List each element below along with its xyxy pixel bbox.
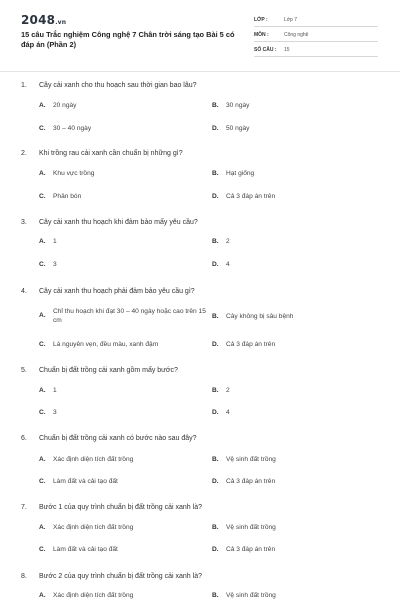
option-text: Cả 3 đáp án trên	[226, 546, 276, 553]
question-number: 8.	[21, 573, 27, 580]
question-text: Khi trồng rau cải xanh cần chuẩn bị những gì?	[39, 150, 183, 157]
option-text: 30 ngày	[226, 102, 250, 109]
option-letter: C.	[39, 193, 46, 200]
option-text: Chỉ thu hoạch khi đạt 30 – 40 ngày hoặc cao trên 15 cm	[53, 308, 206, 324]
option-letter: A.	[39, 170, 46, 177]
option-letter: A.	[39, 238, 46, 245]
document-title: 15 câu Trắc nghiệm Công nghệ 7 Chân trời sáng tạo Bài 5 có đáp án (Phần 2)	[21, 30, 235, 49]
question-number: 7.	[21, 504, 27, 511]
option-text: Vệ sinh đất trồng	[226, 524, 276, 531]
option-text: Khu vực trồng	[53, 170, 95, 177]
option-letter: B.	[212, 170, 219, 177]
question-text: Cây cải xanh cho thu hoạch sau thời gian bao lâu?	[39, 82, 197, 89]
meta-class-value: Lớp 7	[284, 17, 298, 23]
meta-count-value: 15	[284, 47, 290, 53]
question-number: 2.	[21, 150, 27, 157]
option-letter: D.	[212, 478, 219, 485]
question-5	[21, 367, 178, 374]
option-text: Xác định diện tích đất trồng	[53, 592, 134, 599]
option-text: 3	[53, 261, 57, 268]
option-letter: D.	[212, 193, 219, 200]
option-letter: D.	[212, 341, 219, 348]
option-text: Xác định diện tích đất trồng	[53, 524, 134, 531]
question-number: 1.	[21, 82, 27, 89]
question-text: Bước 1 của quy trình chuẩn bị đất trồng cải xanh là?	[39, 504, 202, 511]
option-text: 1	[53, 238, 57, 245]
question-7	[21, 504, 202, 511]
option-letter: C.	[39, 409, 46, 416]
question-8	[21, 573, 202, 580]
option-text: 3	[53, 409, 57, 416]
meta-subject-label: MÔN :	[254, 32, 269, 38]
option-letter: B.	[212, 524, 219, 531]
option-letter: B.	[212, 592, 219, 599]
option-text: 4	[226, 261, 230, 268]
option-letter: C.	[39, 341, 46, 348]
question-number: 4.	[21, 288, 27, 295]
option-text: Xác định diện tích đất trồng	[53, 456, 134, 463]
option-text: 4	[226, 409, 230, 416]
question-text: Chuẩn bị đất trồng cải xanh có bước nào sau đây?	[39, 435, 197, 442]
option-text: Cả 3 đáp án trên	[226, 478, 276, 485]
option-text: 30 – 40 ngày	[53, 125, 92, 132]
option-letter: D.	[212, 261, 219, 268]
option-text: 1	[53, 387, 57, 394]
option-letter: B.	[212, 456, 219, 463]
question-6	[21, 435, 197, 442]
logo-suffix: .vn	[55, 19, 67, 26]
option-letter: B.	[212, 387, 219, 394]
option-text: 50 ngày	[226, 125, 250, 132]
option-letter: D.	[212, 125, 219, 132]
option-text: Phân bón	[53, 193, 82, 200]
question-1	[21, 82, 197, 89]
option-letter: B.	[212, 238, 219, 245]
question-number: 5.	[21, 367, 27, 374]
option-text: Làm đất và cải tạo đất	[53, 478, 118, 485]
option-text: Cả 3 đáp án trên	[226, 193, 276, 200]
option-letter: A.	[39, 592, 46, 599]
option-letter: C.	[39, 125, 46, 132]
question-2	[21, 150, 183, 157]
option-text: Làm đất và cải tạo đất	[53, 546, 118, 553]
option-letter: C.	[39, 478, 46, 485]
option-letter: D.	[212, 546, 219, 553]
option-letter: A.	[39, 312, 46, 319]
logo-text: 2048	[21, 13, 56, 27]
option-text: Lá nguyên vẹn, đều màu, xanh đậm	[53, 341, 159, 348]
option-letter: A.	[39, 456, 46, 463]
option-letter: C.	[39, 261, 46, 268]
question-number: 3.	[21, 219, 27, 226]
question-text: Chuẩn bị đất trồng cải xanh gồm mấy bước?	[39, 367, 178, 374]
option-text: 2	[226, 238, 230, 245]
question-number: 6.	[21, 435, 27, 442]
meta-subject-value: Công nghệ	[284, 32, 309, 38]
question-text: Cây cải xanh thu hoạch phải đảm bảo yêu cầu gì?	[39, 288, 195, 295]
question-text: Cây cải xanh thu hoạch khi đảm bảo mấy yêu cầu?	[39, 219, 198, 226]
question-3	[21, 219, 198, 226]
option-letter: B.	[212, 313, 219, 320]
option-text: Cả 3 đáp án trên	[226, 341, 276, 348]
option-text: Hạt giống	[226, 170, 255, 177]
option-letter: A.	[39, 524, 46, 531]
option-letter: A.	[39, 102, 46, 109]
option-text: Cây không bị sâu bệnh	[226, 313, 294, 320]
option-letter: B.	[212, 102, 219, 109]
option-text: Vệ sinh đất trồng	[226, 456, 276, 463]
question-text: Bước 2 của quy trình chuẩn bị đất trồng cải xanh là?	[39, 573, 202, 580]
option-letter: A.	[39, 387, 46, 394]
option-letter: D.	[212, 409, 219, 416]
option-letter: C.	[39, 546, 46, 553]
meta-count-label: SỐ CÂU :	[254, 47, 277, 53]
meta-class-label: LỚP :	[254, 17, 268, 23]
option-text: 2	[226, 387, 230, 394]
option-text: Vệ sinh đất trồng	[226, 592, 276, 599]
question-4	[21, 288, 195, 295]
option-text: 20 ngày	[53, 102, 77, 109]
